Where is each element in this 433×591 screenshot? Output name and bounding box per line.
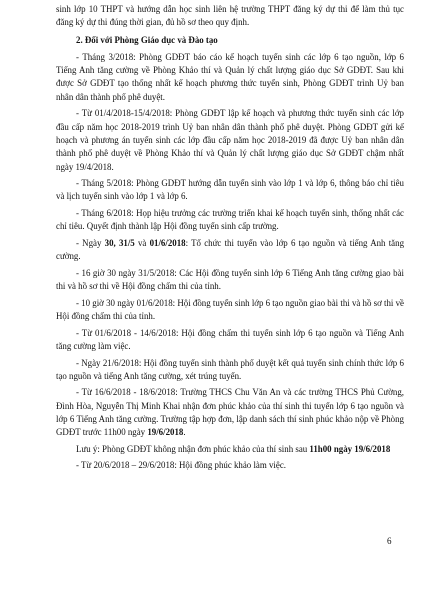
page-number: 6 bbox=[387, 536, 392, 546]
section-heading: 2. Đối với Phòng Giáo dục và Đào tạo bbox=[76, 34, 218, 45]
document-body bbox=[56, 3, 404, 476]
paragraph-may: - Tháng 5/2018: Phòng GDĐT hướng dẫn tuyển sinh vào lớp 1 và lớp 6, thông báo chỉ tiêu và lịch tuyển sinh vào lớp 1 và lớp 6. bbox=[56, 178, 404, 202]
bold-dates: 30, 31/5 bbox=[104, 237, 135, 248]
paragraph-submit-source: - 10 giờ 30 ngày 01/6/2018: Hội đồng tuyển sinh lớp 6 tạo nguồn giao bài thi và hồ sơ thi về Hội đồng chấm thi của tỉnh. bbox=[56, 297, 404, 322]
paragraph-continuation: sinh lớp 10 THPT và hướng dẫn học sinh liên hệ trường THPT đăng ký dự thi để làm thủ tục đăng ký dự thi đúng thời gian, đủ hồ sơ theo quy định. bbox=[56, 4, 404, 28]
bold-date: 19/6/2018 bbox=[147, 427, 184, 438]
paragraph-grading: - Từ 01/6/2018 - 14/6/2018: Hội đồng chấm thi tuyển sinh lớp 6 tạo nguồn và Tiếng Anh tăng cường làm việc. bbox=[56, 327, 404, 351]
paragraph-review-board: - Từ 20/6/2018 – 29/6/2018: Hội đồng phúc khảo làm việc. bbox=[76, 460, 286, 471]
bold-date: 01/6/2018 bbox=[149, 237, 186, 248]
paragraph-exam-dates bbox=[56, 237, 404, 264]
text: Lưu ý: Phòng GDĐT không nhận đơn phúc khảo của thí sinh sau bbox=[76, 443, 310, 454]
paragraph-appeals bbox=[56, 386, 404, 439]
paragraph-march: - Tháng 3/2018: Phòng GDĐT báo cáo kế hoạch tuyển sinh các lớp 6 tạo nguồn, lớp 6 Tiếng Anh tăng cường về Phòng Khảo thí và Quản lý chất lượng giáo dục Sở GDĐT. Sau khi được Sở GDĐT tạo thống nhất kế hoạch phương thức tuyển sinh, Phòng GDĐT trình Uỷ ban nhân dân thành phố phê duyệt. bbox=[56, 51, 404, 102]
paragraph-note bbox=[56, 443, 404, 456]
paragraph-submit-english: - 16 giờ 30 ngày 31/5/2018: Các Hội đồng tuyển sinh lớp 6 Tiếng Anh tăng cường giao bài thi và hồ sơ thi về Hội đồng chấm thi của tỉnh. bbox=[56, 267, 404, 292]
bold-deadline: 11h00 ngày 19/6/2018 bbox=[309, 443, 391, 454]
text: - Từ 16/6/2018 - 18/6/2018: Trường THCS Chu Văn An và các trường THCS Phủ Cường, Đình Hòa, Nguyễn Thị Minh Khai nhận đơn phúc khảo của thí sinh thi tuyển lớp 6 tạo nguồn và lớp 6 Tiếng Anh tăng cường. Trường tập hợp đơn, lập danh sách thí sinh phúc khảo nộp về Phòng GDĐT trước 11h00 ngày bbox=[56, 387, 404, 438]
text: và bbox=[134, 237, 150, 248]
paragraph-approval: - Ngày 21/6/2018: Hội đồng tuyển sinh thành phố duyệt kết quả tuyển sinh chính thức lớp 6 tạo nguồn và tiếng Anh tăng cường, xét trúng tuyển. bbox=[56, 357, 404, 381]
text: : Tổ chức thi tuyển vào lớp 6 tạo nguồn và tiếng Anh tăng cường. bbox=[56, 237, 405, 262]
paragraph-june: - Tháng 6/2018: Họp hiệu trưởng các trường triển khai kế hoạch tuyển sinh, thống nhất các chỉ tiêu. Quyết định thành lập Hội đồng tuyển sinh cấp trường. bbox=[56, 208, 404, 232]
paragraph-april: - Từ 01/4/2018-15/4/2018: Phòng GDĐT lập kế hoạch và phương thức tuyển sinh các lớp đầu cấp năm học 2018-2019 trình Uỷ ban nhân dân thành phố phê duyệt. Phòng GDĐT gửi kế hoạch và phương án tuyển sinh các lớp đầu cấp năm học 2018-2019 đã được Uỷ ban nhân dân thành phố phê duyệt về Phòng Khảo thí và Quản lý chất lượng giáo dục Sở GDĐT chậm nhất ngày 19/4/2018. bbox=[56, 108, 404, 172]
text: - Ngày bbox=[76, 237, 105, 248]
text: . bbox=[183, 427, 186, 438]
